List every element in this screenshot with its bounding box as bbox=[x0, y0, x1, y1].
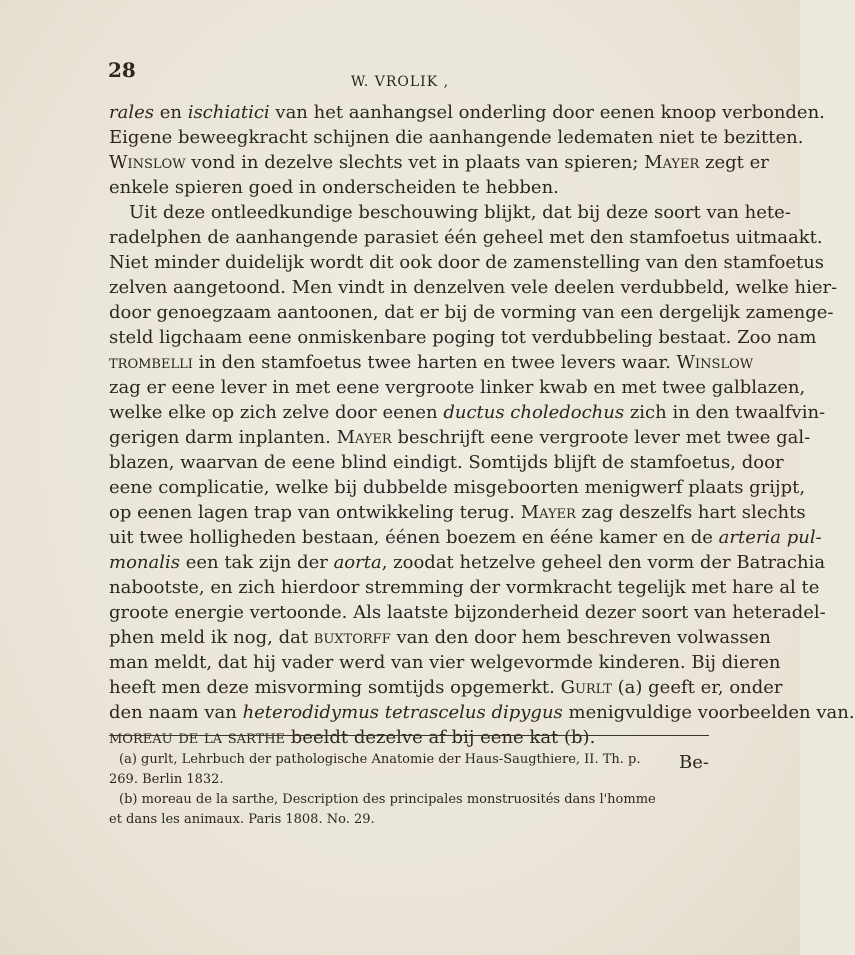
text-line: zelven aangetoond. Men vindt in denzelven vele deelen verdubbeld, welke hier- bbox=[109, 277, 838, 298]
body-text bbox=[109, 100, 855, 775]
footnote-a: (a) gurlt, Lehrbuch der pathologische Anatomie der Haus-Saugthiere, II. Th. p. bbox=[119, 752, 641, 767]
text-line: Eigene beweegkracht schijnen die aanhangende ledematen niet te bezitten. bbox=[109, 127, 804, 148]
text-line: radelphen de aanhangende parasiet één geheel met den stamfoetus uitmaakt. bbox=[109, 227, 823, 248]
catchword: Be- bbox=[679, 752, 709, 773]
text-line: welke elke op zich zelve door eenen ductus choledochus zich in den twaalfvin- bbox=[109, 402, 826, 423]
text-line: blazen, waarvan de eene blind eindigt. Somtijds blijft de stamfoetus, door bbox=[109, 452, 784, 473]
text-line: monalis een tak zijn der aorta, zoodat hetzelve geheel den vorm der Batrachia bbox=[109, 552, 826, 573]
text-line: Uit deze ontleedkundige beschouwing blijkt, dat bij deze soort van hete- bbox=[129, 202, 791, 223]
text-line: moreau de la sarthe beeldt dezelve af bij eene kat (b). bbox=[109, 727, 596, 748]
text-line: Winslow vond in dezelve slechts vet in plaats van spieren; Mayer zegt er bbox=[109, 152, 769, 173]
text-line: heeft men deze misvorming somtijds opgemerkt. Gurlt (a) geeft er, onder bbox=[109, 677, 783, 698]
text-line: man meldt, dat hij vader werd van vier welgevormde kinderen. Bij dieren bbox=[109, 652, 781, 673]
text-line: nabootste, en zich hierdoor stremming der vormkracht tegelijk met hare al te bbox=[109, 577, 820, 598]
text-line: rales en ischiatici van het aanhangsel onderling door eenen knoop verbonden. bbox=[109, 102, 825, 123]
footnote-b: (b) moreau de la sarthe, Description des principales monstruosités dans l'homme bbox=[119, 792, 656, 807]
footnotes bbox=[109, 750, 709, 830]
text-line: den naam van heterodidymus tetrascelus dipygus menigvuldige voorbeelden van. bbox=[109, 702, 855, 723]
text-line: op eenen lagen trap van ontwikkeling terug. Mayer zag deszelfs hart slechts bbox=[109, 502, 806, 523]
text-line: eene complicatie, welke bij dubbelde misgeboorten menigwerf plaats grijpt, bbox=[109, 477, 806, 498]
text-line: enkele spieren goed in onderscheiden te hebben. bbox=[109, 177, 559, 198]
text-line: groote energie vertoonde. Als laatste bijzonderheid dezer soort van heteradel- bbox=[109, 602, 826, 623]
footnote-divider bbox=[109, 735, 709, 736]
page-number: 28 bbox=[108, 58, 136, 82]
footnote-a-continued: 269. Berlin 1832. bbox=[109, 772, 224, 787]
running-head: W. VROLIK , bbox=[350, 74, 450, 90]
text-line: uit twee holligheden bestaan, éénen boezem en ééne kamer en de arteria pul- bbox=[109, 527, 822, 548]
text-line: zag er eene lever in met eene vergroote linker kwab en met twee galblazen, bbox=[109, 377, 806, 398]
text-line: Niet minder duidelijk wordt dit ook door de zamenstelling van den stamfoetus bbox=[109, 252, 825, 273]
text-line: phen meld ik nog, dat buxtorff van den door hem beschreven volwassen bbox=[109, 627, 771, 648]
text-line: gerigen darm inplanten. Mayer beschrijft eene vergroote lever met twee gal- bbox=[109, 427, 811, 448]
text-line: door genoegzaam aantoonen, dat er bij de vorming van een dergelijk zamenge- bbox=[109, 302, 834, 323]
footnote-b-continued: et dans les animaux. Paris 1808. No. 29. bbox=[109, 812, 375, 827]
text-line: trombelli in den stamfoetus twee harten en twee levers waar. Winslow bbox=[109, 352, 754, 373]
text-line: steld ligchaam eene onmiskenbare poging tot verdubbeling bestaat. Zoo nam bbox=[109, 327, 817, 348]
